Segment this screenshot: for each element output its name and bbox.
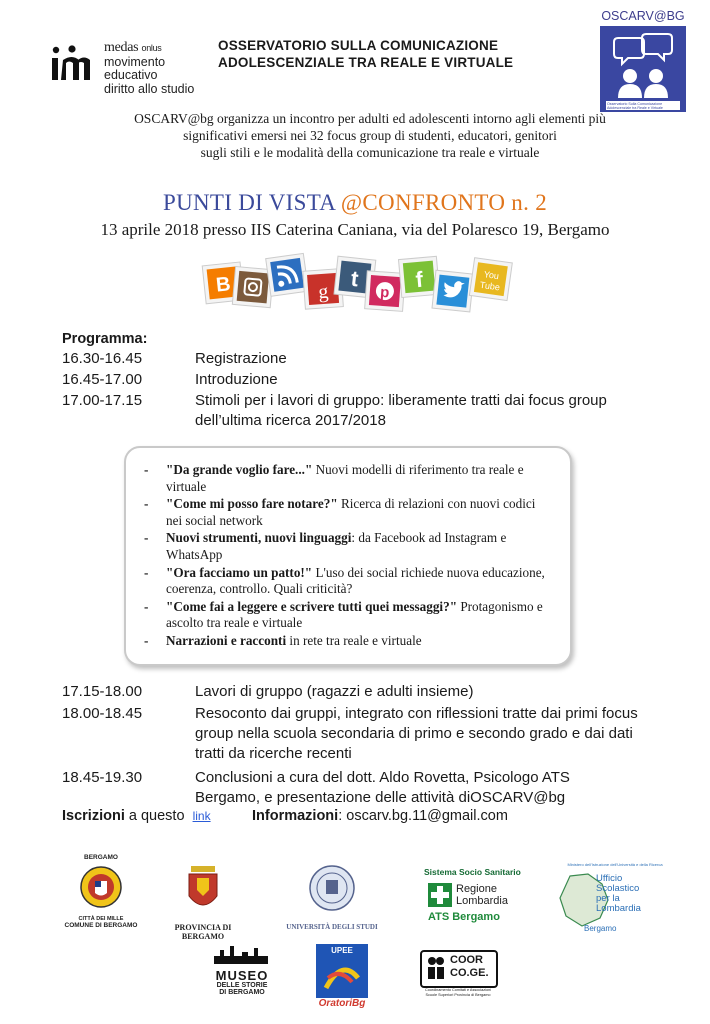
upee-swoosh-icon — [322, 958, 362, 994]
ats-sub: ATS Bergamo — [428, 911, 500, 923]
medas-line: educativo — [104, 68, 158, 82]
usr-ministry: Ministero dell'Istruzione dell'Università e della Ricerca — [567, 862, 663, 867]
registration-bold: Iscrizioni — [62, 808, 125, 824]
coorcoge-line: COOR — [450, 954, 483, 966]
program-title: Programma: — [62, 331, 148, 347]
event-title-main: PUNTI DI VISTA — [162, 190, 341, 215]
program-desc: Lavori di gruppo (ragazzi e adulti insieme) — [195, 683, 474, 700]
topic-text: Nuovi modelli di riferimento tra reale e virtuale — [166, 462, 524, 494]
coorcoge-logo — [420, 950, 496, 1002]
comune-label: COMUNE DI BERGAMO — [64, 922, 138, 929]
topic-item — [140, 599, 550, 632]
usr-sub: Bergamo — [584, 924, 617, 933]
rss-icon — [266, 253, 309, 296]
ats-region — [456, 883, 508, 907]
upee-badge-icon — [316, 944, 368, 998]
topic-text: Protagonismo e ascolto tra reale e virtuale — [166, 598, 543, 631]
registration-text: a questo — [124, 808, 185, 824]
ats-region-line: Regione — [456, 883, 497, 895]
intro-line: OSCARV@bg organizza un incontro per adulti ed adolescenti intorno agli elementi più — [134, 111, 606, 126]
museo-title: MUSEO — [215, 968, 269, 983]
topic-item — [140, 565, 550, 598]
ats-region-line: Lombardia — [456, 895, 508, 907]
info — [252, 808, 508, 824]
upee-label: OratoriBg — [318, 998, 366, 1009]
program-desc: Resoconto dai gruppi, integrato con riflessioni tratte dai primi focus group nella scuola secondaria di primo e secondo grado e dai dati tratti da ricerche recenti — [195, 705, 638, 762]
topic-text: : da Facebook ad Instagram e WhatsApp — [166, 530, 507, 562]
twitter-icon — [432, 270, 474, 312]
event-subtitle: 13 aprile 2018 presso IIS Caterina Caniana, via del Polaresco 19, Bergamo — [100, 220, 610, 239]
topic-item — [140, 633, 550, 650]
topic-bold: "Ora facciamo un patto!" — [166, 564, 313, 580]
youtube-icon — [469, 258, 512, 301]
provincia-crest-icon — [158, 862, 248, 918]
program-time: 16.30-16.45 — [62, 350, 143, 367]
topics-box — [124, 446, 572, 666]
medas-logo-icon — [48, 44, 92, 82]
topic-bold: "Come mi posso fare notare?" — [166, 496, 338, 512]
museo-line: DI BERGAMO — [219, 989, 265, 996]
registration — [62, 808, 211, 824]
coorcoge-line: CO.GE. — [450, 967, 489, 979]
event-title-accent: @CONFRONTO n. 2 — [340, 190, 548, 215]
observatory-title-line: OSSERVATORIO SULLA COMUNICAZIONE — [218, 38, 499, 53]
topic-item — [140, 462, 550, 495]
universita-seal-icon — [282, 862, 382, 918]
program-desc: Introduzione — [195, 371, 278, 388]
comune-top-label: BERGAMO — [84, 854, 118, 861]
program-time: 17.00-17.15 — [62, 392, 143, 409]
upee-logo — [316, 944, 368, 1012]
coorcoge-frame — [420, 950, 498, 988]
topic-text: L'uso dei social richiede nuova educazione, coerenza, controllo. Quali criticità? — [166, 564, 545, 597]
intro-line: sugli stili e le modalità della comunicazione tra reale e virtuale — [200, 145, 540, 160]
svg-text:p: p — [379, 283, 390, 302]
intro-line: significativi emersi nei 32 focus group di studenti, educatori, genitori — [183, 128, 557, 143]
coorcoge-caption: Coordinamento Comitati e Associazioni Scuole Superiori Provincia di Bergamo — [424, 988, 492, 997]
topic-text: Ricerca di relazioni con nuovi codici nei social network — [166, 496, 536, 528]
ats-top-label: Sistema Socio Sanitario — [424, 867, 521, 877]
comune-ring-label: CITTÀ DEI MILLE — [78, 916, 124, 922]
program-desc: Registrazione — [195, 350, 287, 367]
medas-line: diritto allo studio — [104, 81, 195, 96]
medas-text — [104, 41, 194, 96]
usr-name — [596, 874, 641, 914]
oscarv-people-icon — [600, 26, 686, 112]
provincia-logo — [158, 862, 248, 941]
pinterest-icon — [365, 271, 406, 312]
ats-cross-icon — [428, 883, 452, 907]
svg-text:g: g — [317, 280, 330, 304]
coorcoge-figures-icon — [425, 956, 447, 980]
svg-text:t: t — [349, 265, 360, 292]
topic-text: in rete tra reale e virtuale — [286, 632, 422, 648]
svg-text:Tube: Tube — [479, 279, 501, 293]
usr-name-line: Lombardia — [596, 903, 641, 914]
topic-bold: "Come fai a leggere e scrivere tutti quei messaggi?" — [166, 598, 458, 614]
usr-name-line: Ufficio — [596, 873, 623, 884]
usr-name-line: Scolastico — [596, 883, 640, 894]
usr-logo — [556, 862, 674, 938]
comune-emblem-icon — [62, 861, 140, 917]
medas-brand: medas — [104, 40, 139, 55]
medas-line: movimento — [104, 54, 166, 69]
oscarv-label: OSCARV@BG — [601, 9, 685, 23]
topic-item — [140, 530, 550, 563]
topic-bold: Nuovi strumenti, nuovi linguaggi — [166, 530, 352, 546]
registration-link[interactable]: link — [192, 809, 211, 823]
museo-skyline-icon — [212, 944, 272, 964]
ats-logo — [424, 867, 524, 927]
observatory-title — [218, 37, 528, 71]
museo-line: DELLE STORIE — [216, 982, 268, 989]
observatory-title-line: ADOLESCENZIALE TRA REALE E VIRTUALE — [218, 55, 514, 70]
intro-paragraph — [60, 110, 680, 161]
svg-text:You: You — [483, 269, 500, 282]
oscarv-logo — [600, 26, 686, 112]
museo-logo — [212, 944, 272, 1012]
topics-list — [140, 462, 550, 651]
topic-bold: "Da grande voglio fare..." — [166, 462, 313, 477]
event-title — [40, 190, 670, 216]
program-time: 16.45-17.00 — [62, 371, 143, 388]
coorcoge-text — [450, 954, 489, 980]
topic-bold: Narrazioni e racconti — [166, 632, 287, 648]
universita-label: UNIVERSITÀ DEGLI STUDI — [286, 923, 378, 931]
program-desc: Conclusioni a cura del dott. Aldo Rovetta, Psicologo ATS Bergamo, e presentazione delle attività diOSCARV@bg — [195, 769, 570, 806]
svg-text:B: B — [214, 273, 232, 297]
provincia-label: PROVINCIA DI BERGAMO — [174, 923, 232, 941]
info-bold: Informazioni — [252, 808, 339, 824]
medas-brand-suffix: onlus — [141, 43, 162, 53]
program-desc: Stimoli per i lavori di gruppo: liberamente tratti dai focus group dell’ultima ricerca 2017/2018 — [195, 392, 607, 429]
universita-logo — [282, 862, 382, 932]
program-time: 18.45-19.30 — [62, 769, 143, 786]
upee-top: UPEE — [331, 946, 353, 955]
svg-text:f: f — [414, 266, 425, 293]
oscarv-caption: Osservatorio Sulla Comunicazione Adolescenziale tra Reale e Virtuale — [607, 102, 663, 110]
social-media-collage — [200, 252, 530, 324]
program-time: 17.15-18.00 — [62, 683, 143, 700]
info-email: : oscarv.bg.11@gmail.com — [338, 808, 508, 824]
topic-item — [140, 496, 550, 529]
usr-name-line: per la — [596, 893, 620, 904]
comune-logo — [62, 854, 140, 930]
program-time: 18.00-18.45 — [62, 705, 143, 722]
